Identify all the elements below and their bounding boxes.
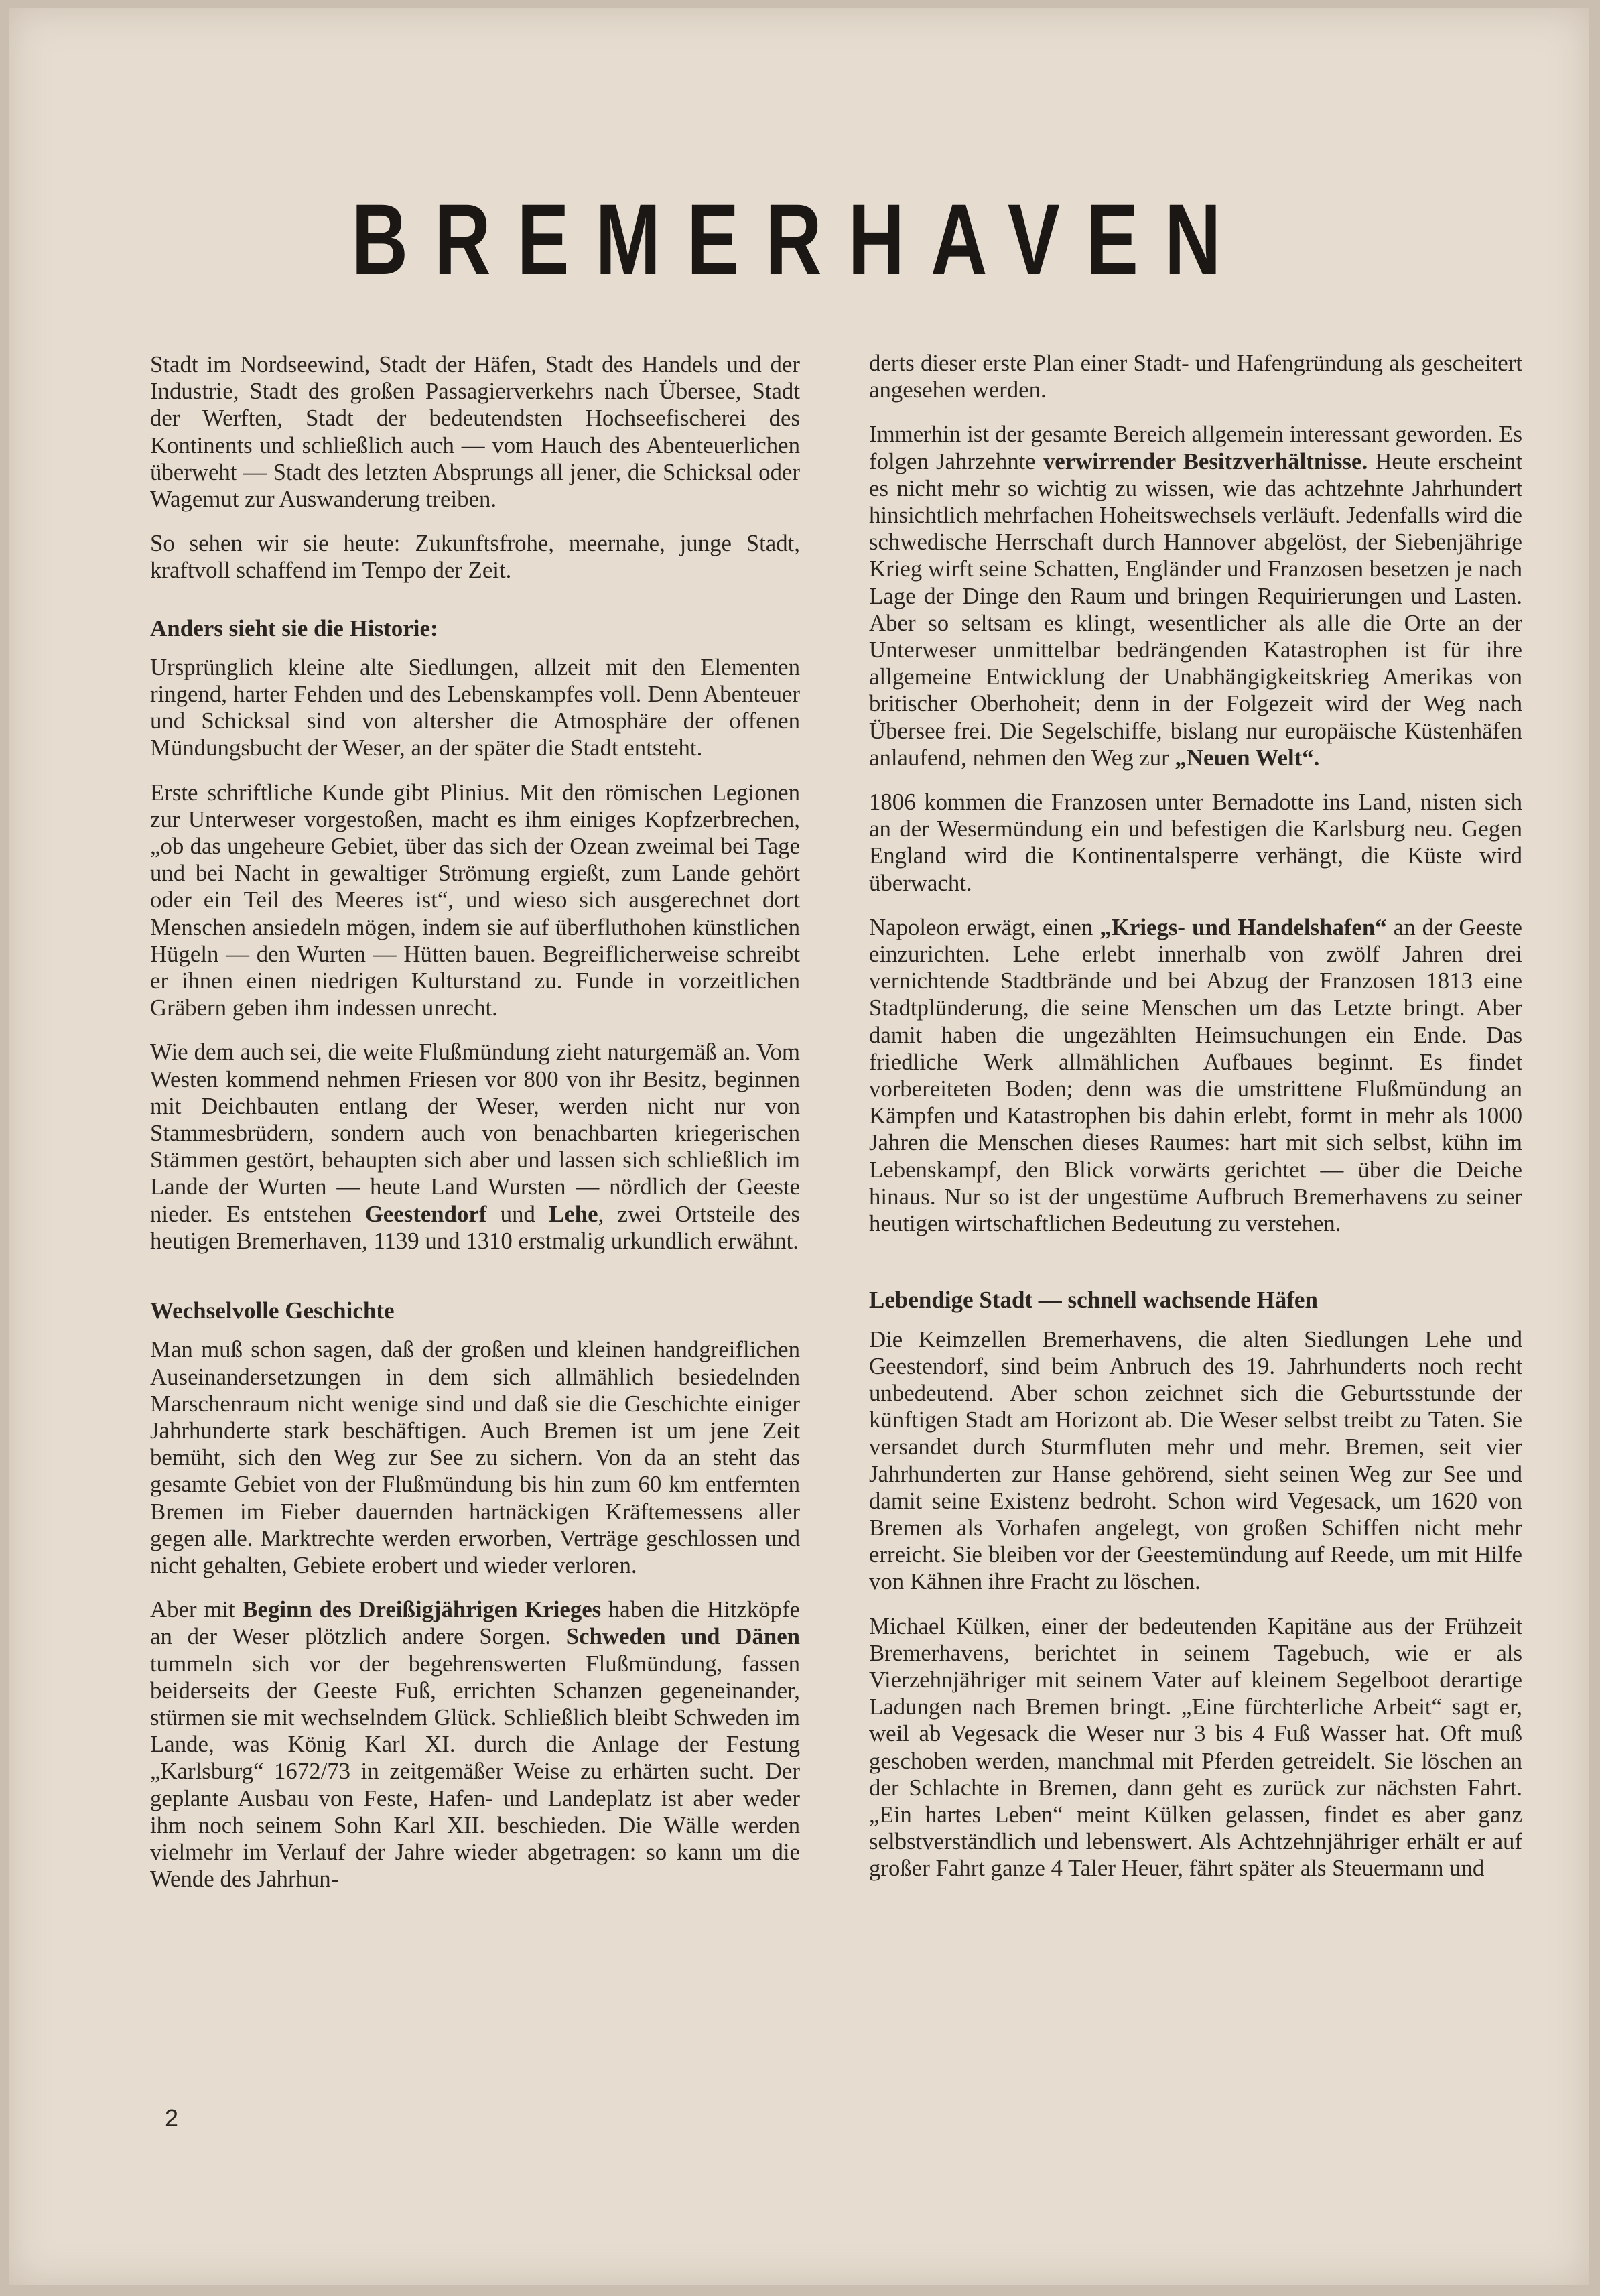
paragraph	[150, 1039, 800, 1255]
text-run: Napoleon erwägt, einen	[869, 913, 1100, 940]
right-column	[869, 350, 1522, 1900]
paragraph: Stadt im Nordseewind, Stadt der Häfen, Stadt des Handels und der Industrie, Stadt des großen Passagierverkehrs nach Übersee, Stadt der Werften, Stadt der bedeutendsten Hochseefischerei des Kontinents und schließlich auch — vom Hauch des Abenteuerlichen überweht — Stadt des letzten Absprungs all jener, die Schicksal oder Wagemut zur Auswanderung treiben.	[150, 351, 800, 513]
paragraph: Michael Külken, einer der bedeutenden Kapitäne aus der Frühzeit Bremerhavens, berichtet in seinem Tagebuch, wie er als Vierzehnjähriger mit seinem Vater auf kleinem Segelboot derartige Ladungen nach Bremen bringt. „Eine fürchterliche Arbeit“ sagt er, weil ab Vegesack die Weser nur 3 bis 4 Fuß Wasser hat. Oft muß geschoben werden, manchmal mit Pferden getreidelt. Sie löschen an der Schlachte in Bremen, dann geht es zurück zur nächsten Fahrt. „Ein hartes Leben“ meint Külken gelassen, findet es aber ganz selbstverständlich und lebenswert. Als Achtzehnjähriger erhält er auf großer Fahrt ganze 4 Taler Heuer, fährt später als Steuermann und	[869, 1612, 1522, 1882]
text-run: Aber mit	[150, 1596, 243, 1623]
paragraph: Die Keimzellen Bremerhavens, die alten Siedlungen Lehe und Geestendorf, sind beim Anbruch des 19. Jahrhunderts noch recht unbedeutend. Aber schon zeichnet sich die Geburtsstunde der künftigen Stadt am Horizont ab. Die Weser selbst treibt zu Taten. Sie versandet durch Sturmfluten mehr und mehr. Bremen, seit vier Jahrhunderten zur Hanse gehörend, sieht seinen Weg zur See und damit seine Existenz bedroht. Schon wird Vegesack, um 1620 von Bremen als Vorhafen angelegt, von großen Schiffen nicht mehr erreicht. Sie bleiben vor der Geestemündung auf Reede, um mit Hilfe von Kähnen ihre Fracht zu löschen.	[869, 1326, 1522, 1595]
text-run: , zwei Ortsteile des heutigen Bremerhaven, 1139 und 1310 erstmalig urkundlich erwähnt.	[150, 1200, 800, 1254]
section-heading: Wechselvolle Geschichte	[150, 1297, 395, 1324]
text-run: und	[486, 1200, 549, 1227]
paragraph: derts dieser erste Plan einer Stadt- und Hafengründung als gescheitert angesehen werden.	[869, 350, 1522, 403]
text-run: haben die Hitzköpfe an der Weser plötzlich andere Sorgen.	[150, 1596, 800, 1650]
paragraph: Man muß schon sagen, daß der großen und kleinen handgreiflichen Auseinandersetzungen in dem sich allmählich besiedelnden Marschenraum nicht wenige sind und daß sie die Geschichte einiger Jahrhunderte stark beschäftigen. Auch Bremen ist um jene Zeit bemüht, sich den Weg zur See zu sichern. Von da an steht das gesamte Gebiet von der Flußmündung bis hin zum 60 km entfernten Bremen im Fieber dauernden hartnäckigen Kräftemessens aller gegen alle. Marktrechte werden erworben, Verträge geschlossen und nicht gehalten, Gebiete erobert und wieder verloren.	[150, 1336, 800, 1578]
emphasis: Lehe	[549, 1200, 598, 1227]
text-run: Heute erscheint es nicht mehr so wichtig zu wissen, wie das achtzehnte Jahrhundert hinsichtlich mehrfachen Hoheitswechsels verläuft. Jedenfalls wird die schwedische Herrschaft durch Hannover abgelöst, der Siebenjährige Krieg wirft seine Schatten, Engländer und Franzosen besetzen je nach Lage der Dinge den Raum und bringen Requirierungen und Lasten. Aber so seltsam es klingt, wesentlicher als alle die Orte an der Unterweser unmittelbar bedrängenden Katastrophen ist für ihre allgemeine Entwicklung der Unabhängigkeitskrieg Amerikas von britischer Oberhoheit; denn in der Folgezeit wird der Weg nach Übersee frei. Die Segelschiffe, bislang nur europäische Küstenhäfen anlaufend, nehmen den Weg zur	[869, 448, 1522, 771]
emphasis: Schweden und Dänen	[565, 1623, 800, 1650]
paragraph: 1806 kommen die Franzosen unter Bernadotte ins Land, nisten sich an der Wesermündung ein und befestigen die Karlsburg neu. Gegen England wird die Kontinentalsperre verhängt, die Küste wird überwacht.	[869, 789, 1522, 896]
emphasis: Geestendorf	[364, 1200, 487, 1227]
paragraph: Ursprünglich kleine alte Siedlungen, allzeit mit den Elementen ringend, harter Fehden und des Lebenskampfes voll. Denn Abenteuer und Schicksal sind von altersher die Atmosphäre der offenen Mündungsbucht der Weser, an der später die Stadt entsteht.	[150, 653, 800, 761]
page-number: 2	[165, 2104, 179, 2132]
paragraph: So sehen wir sie heute: Zukunftsfrohe, meernahe, junge Stadt, kraftvoll schaffend im Tempo der Zeit.	[150, 530, 800, 584]
text-run: Immerhin ist der gesamte Bereich allgemein interessant geworden. Es folgen Jahrzehnte	[869, 421, 1522, 474]
left-column	[150, 351, 800, 1910]
section-heading: Anders sieht sie die Historie:	[150, 615, 438, 641]
emphasis: „Kriegs- und Handelshafen“	[1099, 913, 1387, 940]
emphasis: Beginn des Dreißigjährigen Krieges	[242, 1596, 602, 1623]
text-run: an der Geeste einzurichten. Lehe erlebt innerhalb von zwölf Jahren drei vernichtende Stadtbrände und bei Abzug der Franzosen 1813 eine Stadtplünderung, die seine Menschen um das Letzte bringt. Aber damit haben die ungezählten Heimsuchungen ein Ende. Das friedliche Werk allmählichen Aufbaues beginnt. Es findet vorbereiteten Boden; denn was die umstrittene Flußmündung an Kämpfen und Katastrophen bis dahin erlebt, formt in mehr als 1000 Jahren die Menschen dieses Raumes: hart mit sich selbst, kühn im Lebenskampf, den Blick vorwärts gerichtet — über die Deiche hinaus. Nur so ist der ungestüme Aufbruch Bremerhavens zu seiner heutigen wirtschaftlichen Bedeutung zu verstehen.	[869, 913, 1522, 1237]
document-page	[9, 8, 1589, 2285]
emphasis: „Neuen Welt“.	[1175, 744, 1320, 771]
text-run: tummeln sich vor der begehrenswerten Flußmündung, fassen beiderseits der Geeste Fuß, errichten Schanzen gegeneinander, stürmen sie mit wechselndem Glück. Schließlich bleibt Schweden im Lande, was König Karl XI. durch die Anlage der Festung „Karlsburg“ 1672/73 in zeitgemäßer Weise zu erhärten sucht. Der geplante Ausbau von Feste, Hafen- und Landeplatz ist aber weder ihm noch seinem Sohn Karl XII. beschieden. Die Wälle werden vielmehr im Verlauf der Jahre wieder abgetragen: so kann um die Wende des Jahrhun-	[150, 1650, 800, 1893]
text-run: Wie dem auch sei, die weite Flußmündung zieht naturgemäß an. Vom Westen kommend nehmen Friesen vor 800 von ihr Besitz, beginnen mit Deichbauten entlang der Weser, werden nicht nur von Stammesbrüdern, sondern auch von benachbarten kriegerischen Stämmen gestört, behaupten sich aber und lassen sich schließlich im Lande der Wurten — heute Land Wursten — nördlich der Geeste nieder. Es entstehen	[150, 1039, 800, 1227]
paragraph	[869, 914, 1522, 1237]
paragraph	[150, 1596, 800, 1893]
section-heading: Lebendige Stadt — schnell wachsende Häfen	[869, 1287, 1318, 1314]
page-title: BREMERHAVEN	[351, 183, 1248, 296]
paragraph: Erste schriftliche Kunde gibt Plinius. Mit den römischen Legionen zur Unterweser vorgestoßen, macht es ihm einiges Kopfzerbrechen, „ob das ungeheure Gebiet, über das sich der Ozean zweimal bei Tage und bei Nacht in gewaltiger Strömung ergießt, zum Lande gehört oder ein Teil des Meeres ist“, und wieso sich ausgerechnet dort Menschen ansiedeln mögen, indem sie auf überfluthohen künstlichen Hügeln — den Wurten — Hütten bauen. Begreiflicherweise schreibt er ihnen einen niedrigen Kulturstand zu. Funde in vorzeitlichen Gräbern geben ihm indessen unrecht.	[150, 779, 800, 1021]
emphasis: verwirrender Besitzverhältnisse.	[1043, 448, 1368, 474]
paragraph	[869, 421, 1522, 771]
